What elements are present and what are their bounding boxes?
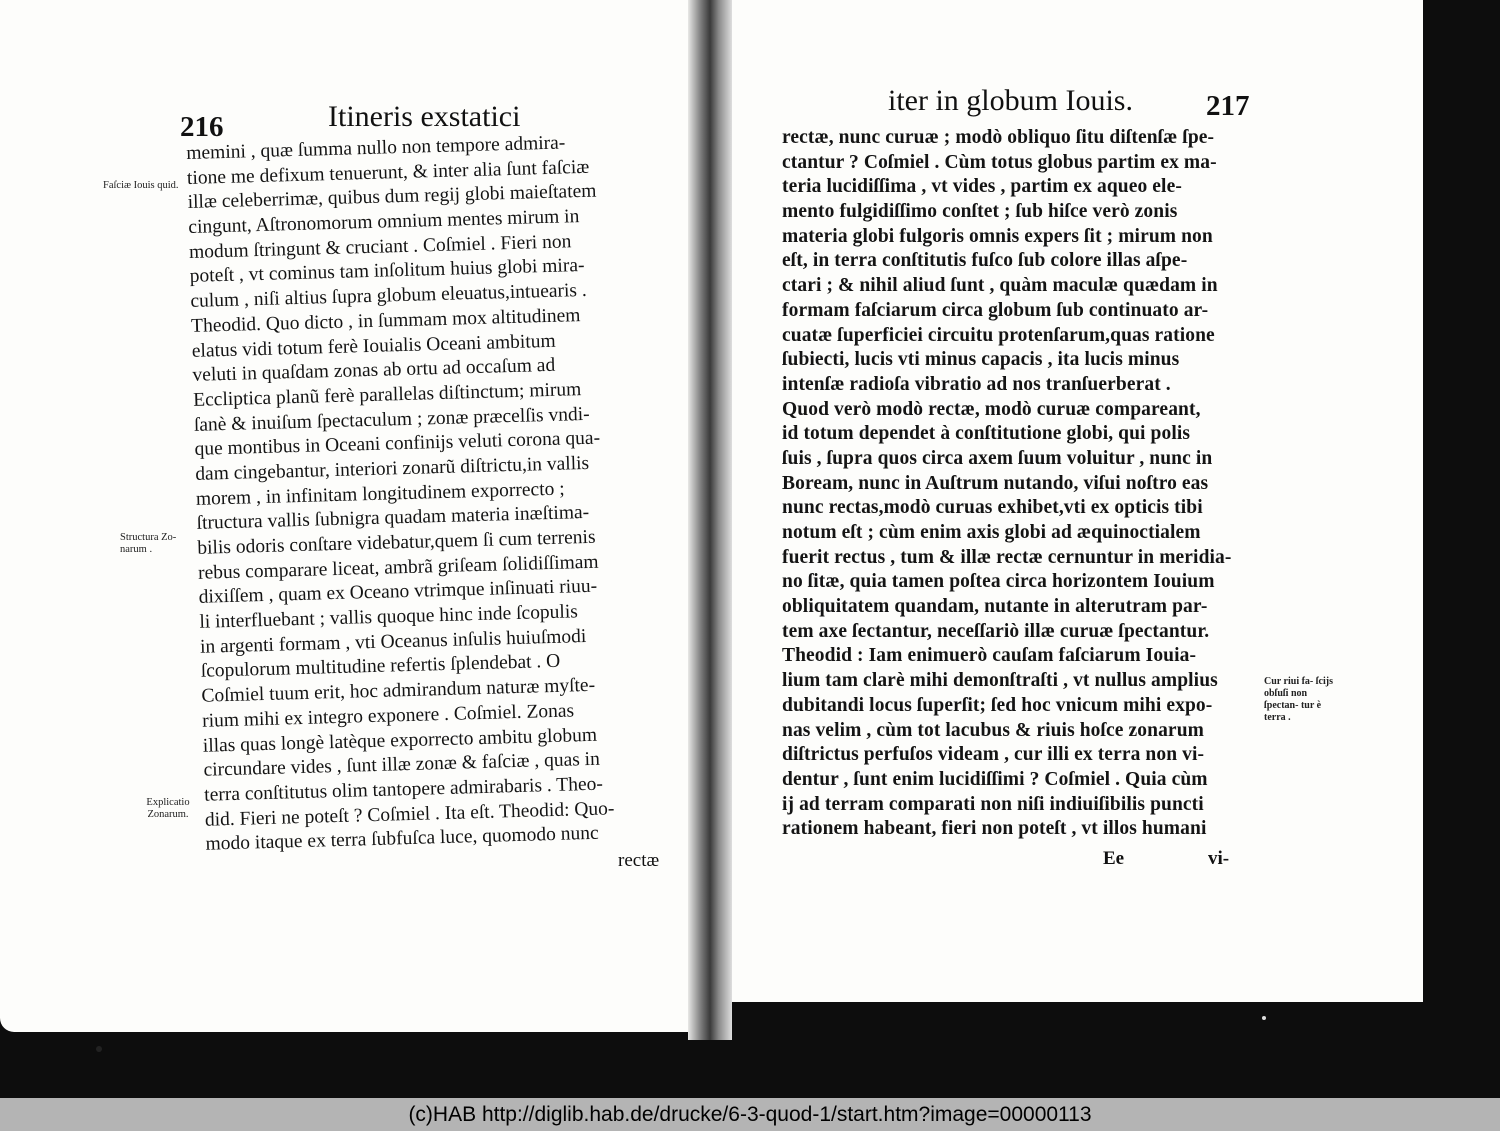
right-running-head: iter in globum Iouis. <box>888 84 1133 117</box>
text-line: dentur , ſunt enim lucidiſſimi ? Coſmiel . Quia cùm <box>782 768 1208 790</box>
text-line: dubitandi locus ſuperſit; ſed hoc vnicum mihi expo- <box>782 694 1213 716</box>
margin-note-cur-riui: Cur riui fa- ſcijs obſuſi non ſpectan- tur è terra . <box>1264 676 1333 723</box>
left-page-number: 216 <box>180 111 224 143</box>
text-line: mento fulgidiſſimo conſtet ; ſub hiſce verò zonis <box>782 201 1178 223</box>
text-line: dam cingebantur, interiori zonarũ diſtrictu,in vallis <box>194 452 590 485</box>
text-line: notum eſt ; cùm enim axis globi ad æquinoctialem <box>782 522 1201 543</box>
text-line: rectæ, nunc curuæ ; modò obliquo ſitu diſtenſæ ſpe- <box>782 127 1215 148</box>
text-line: Coſmiel tuum erit, hoc admirandum naturæ myſte- <box>201 674 596 707</box>
text-line: modum ſtringunt & cruciant . Coſmiel . Fieri non <box>188 231 572 263</box>
text-line: tem axe ſectantur, neceſſariò illæ curuæ ſpectantur. <box>782 620 1210 642</box>
text-line: ij ad terram comparati non niſi indiuiſibilis puncti <box>782 793 1204 815</box>
text-line: terra conſtitutus olim tantopere admirabaris . Theo- <box>203 773 604 806</box>
text-line: morem , in infinitam longitudinem exporrecto ; <box>195 478 565 510</box>
right-page-number: 217 <box>1206 90 1250 122</box>
text-line: rium mihi ex integro exponere . Coſmiel. Zonas <box>201 700 575 732</box>
text-line: nunc rectas,modò curuas exhibet,vti ex opticis tibi <box>782 497 1203 519</box>
right-catchword: vi- <box>1208 848 1230 869</box>
text-line: obliquitatem quandam, nutante in alterutram par- <box>782 596 1208 618</box>
text-line: no ſitæ, quia tamen poſtea circa horizontem Iouium <box>782 571 1215 593</box>
text-line: veluti in quaſdam zonas ab ortu ad occaſum ad <box>192 354 556 387</box>
text-line: id totum dependet à conſtitutione globi, qui polis <box>782 423 1191 445</box>
margin-note-explicatio: Explicatio Zonarum. <box>146 797 190 820</box>
text-line: ctari ; & nihil aliud ſunt , quàm maculæ quædam in <box>782 275 1218 297</box>
text-line: modo itaque ex terra ſubfuſca luce, quomodo nunc <box>205 823 599 855</box>
text-line: nas velim , cùm tot lacubus & riuis hoſce zonarum <box>782 719 1204 741</box>
text-line: did. Fieri ne poteſt ? Coſmiel . Ita eſt. Theodid: Quo- <box>204 797 615 831</box>
text-line: ſtructura vallis ſubnigra quadam materia inæſtima- <box>196 502 590 535</box>
text-line: lium tam clarè mihi demonſtraſti , vt nullus amplius <box>782 670 1218 692</box>
text-line: formam faſciarum circa globum ſub continuato ar- <box>782 299 1209 321</box>
text-line: in argenti formam , vti Oceanus inſulis huiuſmodi <box>199 625 587 658</box>
text-line: dixiſſem , quam ex Oceano vtrimque inſinuati riuu- <box>198 576 598 609</box>
text-line: illæ celeberrimæ, quibus dum regij globi maieſtatem <box>187 180 597 214</box>
text-line: ſcopulorum multitudine refertis ſplendebat . O <box>200 651 561 683</box>
text-line: que montibus in Oceani confinijs veluti corona qua- <box>194 427 601 461</box>
text-line: bilis odoris conſtare videbatur,quem ſi cum terrenis <box>197 526 596 559</box>
left-page-text <box>186 131 615 858</box>
text-line: ſubiecti, lucis vti minus capacis , ita lucis minus <box>782 349 1180 371</box>
text-line: rebus comparare liceat, ambrã griſeam ſolidiſſimam <box>197 551 599 584</box>
text-line: Boream, nunc in Auſtrum nutando, viſui noſtro eas <box>782 472 1209 494</box>
text-line: materia globi fulgoris omnis expers ſit ; mirum non <box>782 225 1213 247</box>
text-line: li interfluebant ; vallis quoque hinc inde ſcopulis <box>199 601 579 633</box>
text-line: rationem habeant, fieri non poteſt , vt illos humani <box>782 818 1207 840</box>
left-catchword: rectæ <box>618 850 660 871</box>
left-running-head: Itineris exstatici <box>328 100 521 133</box>
text-line: memini , quæ ſumma nullo non tempore admira- <box>186 132 566 164</box>
text-line: elatus vidi totum ferè Iouialis Oceani ambitum <box>191 330 556 362</box>
text-line: eſt, in terra conſtitutis fuſco ſub colore illas aſpe- <box>782 250 1188 272</box>
text-line: Quod verò modò rectæ, modò curuæ compareant, <box>782 398 1201 420</box>
text-line: Theodid : Iam enimuerò cauſam faſciarum Iouia- <box>782 645 1197 667</box>
text-line: ſanè & inuiſum ſpectaculum ; zonæ præcelſis vndi- <box>193 403 590 436</box>
margin-note-structura: Structura Zo- narum . <box>120 532 177 555</box>
text-line: Eccliptica planũ ferè parallelas diſtinctum; mirum <box>192 378 582 411</box>
scan-speck <box>96 1046 102 1052</box>
text-line: cingunt, Aſtronomorum omnium mentes mirum in <box>188 206 580 239</box>
text-line: intenſæ radioſa vibratio ad nos tranſuerberat . <box>782 373 1171 395</box>
text-line: culum , niſi altius ſupra globum eleuatus,intuearis . <box>190 279 588 313</box>
signature-mark: Ee <box>1103 848 1125 869</box>
text-line: Theodid. Quo dicto , in ſummam mox altitudinem <box>190 304 581 337</box>
text-line: diſtrictus perfuſos videam , cur illi ex terra non vi- <box>782 744 1205 766</box>
text-line: cuatæ ſuperficiei circuitu protenſarum,quas ratione <box>782 324 1215 346</box>
text-line: circundare vides , ſunt illæ zonæ & faſciæ , quas in <box>203 748 601 781</box>
right-page-text <box>782 126 1231 842</box>
margin-note-fasciae: Faſciæ Iouis quid. <box>103 180 179 191</box>
text-line: illas quas longè latèque exporrecto ambitu globum <box>202 724 598 757</box>
text-line: ſuis , ſupra quos circa axem ſuum voluitur , nunc in <box>782 447 1213 469</box>
text-line: fuerit rectus , tum & illæ rectæ cernuntur in meridia- <box>782 546 1232 568</box>
text-line: poteſt , vt cominus tam inſolitum huius globi mira- <box>189 255 585 288</box>
text-line: teria lucidiſſima , vt vides , partim ex aqueo ele- <box>782 176 1182 198</box>
scan-speck <box>1262 1016 1266 1020</box>
book-gutter <box>688 0 732 1040</box>
image-credit-caption: (c)HAB http://diglib.hab.de/drucke/6-3-quod-1/start.htm?image=00000113 <box>0 1098 1500 1131</box>
text-line: tione me defixum tenuerunt, & inter alia ſunt faſciæ <box>186 156 590 189</box>
text-line: ctantur ? Coſmiel . Cùm totus globus partim ex ma- <box>782 151 1217 173</box>
